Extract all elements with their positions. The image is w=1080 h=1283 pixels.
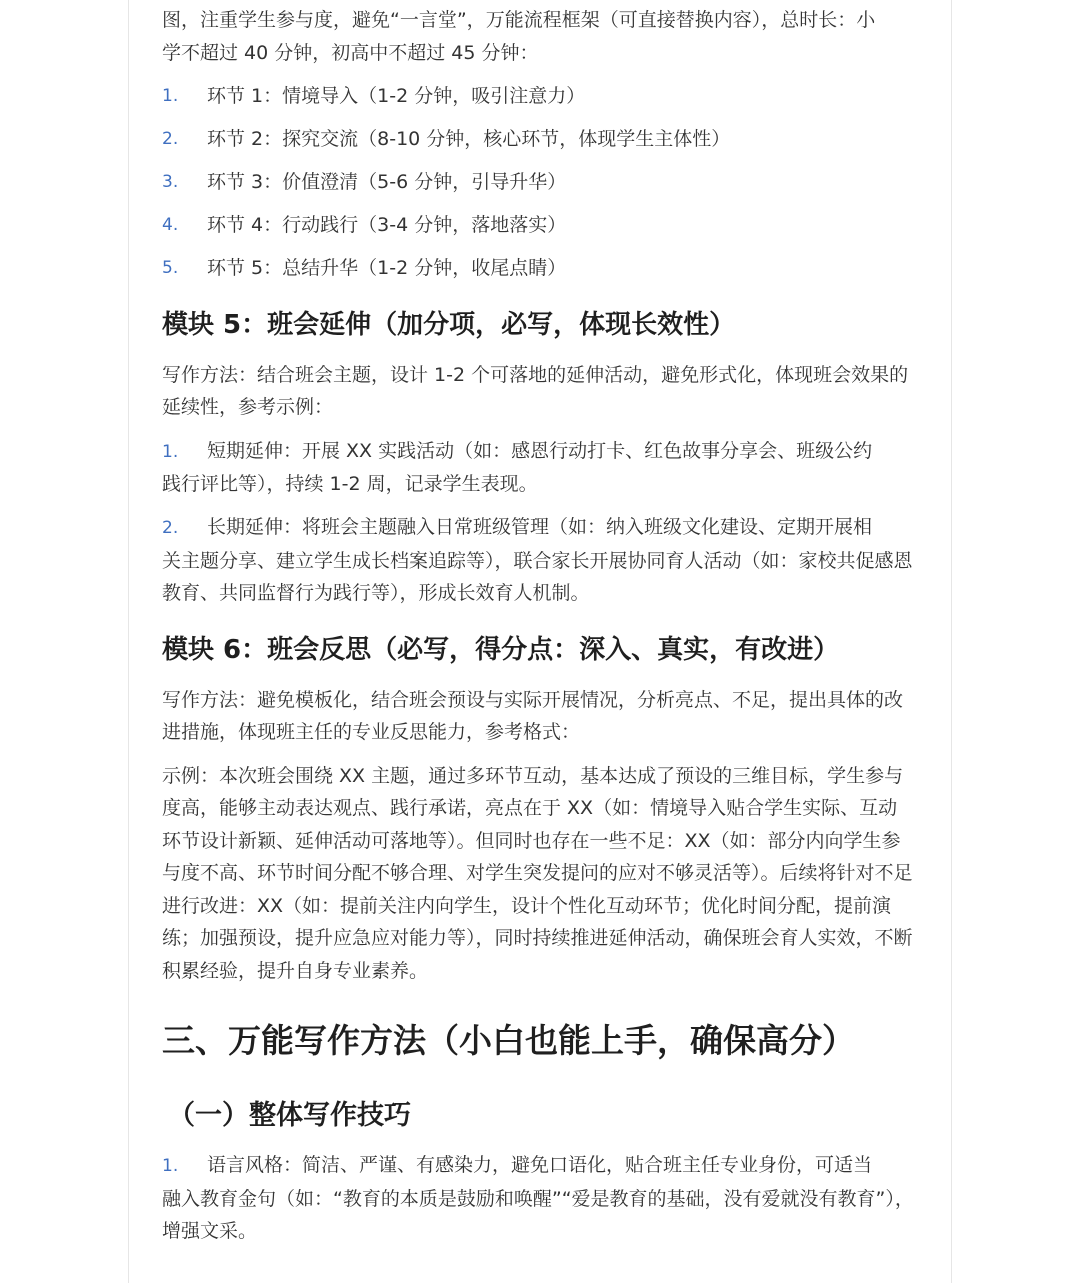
section3-heading: 三、万能写作方法（小白也能上手，确保高分） <box>162 1021 855 1060</box>
list-text: 环节 2：探究交流（8-10 分钟，核心环节，体现学生主体性） <box>207 128 731 150</box>
list-item <box>162 80 914 113</box>
list-number: 4. <box>162 215 179 235</box>
list-text-lead: 短期延伸：开展 XX 实践活动（如：感恩行动打卡、红色故事分享会、班级公约 <box>207 439 873 462</box>
list-number: 5. <box>162 258 179 278</box>
list-text-rest: 关主题分享、建立学生成长档案追踪等），联合家长开展协同育人活动（如：家校共促感恩教育、共同监督行为践行等），形成长效育人机制。 <box>162 549 913 604</box>
module6-example: 示例：本次班会围绕 XX 主题，通过多环节互动，基本达成了预设的三维目标，学生参与度高，能够主动表达观点、践行承诺，亮点在于 XX（如：情境导入贴合学生实际、互动环节设计新颖、延伸活动可落地等）。但同时也存在一些不足：XX（如：部分内向学生参与度不高、环节时间分配不够合理、对学生突发提问的应对不够灵活等）。后续将针对不足进行改进：XX（如：提前关注内向学生，设计个性化互动环节；优化时间分配，提前演练；加强预设，提升应急应对能力等），同时持续推进延伸活动，确保班会育人实效，不断积累经验，提升自身专业素养。 <box>162 764 913 982</box>
list-number: 3. <box>162 172 179 192</box>
module5-method: 写作方法：结合班会主题，设计 1-2 个可落地的延伸活动，避免形式化，体现班会效果的延续性，参考示例： <box>162 363 909 418</box>
list-item <box>162 1149 914 1248</box>
page-right-edge <box>951 0 952 1283</box>
module6-method: 写作方法：避免模板化，结合班会预设与实际开展情况，分析亮点、不足，提出具体的改进措施，体现班主任的专业反思能力，参考格式： <box>162 688 904 743</box>
list-number: 1. <box>162 1156 179 1176</box>
list-item <box>162 209 914 242</box>
process-steps-list <box>162 80 914 285</box>
list-item <box>162 252 914 285</box>
list-text: 环节 4：行动践行（3-4 分钟，落地落实） <box>207 214 567 236</box>
list-item <box>162 166 914 199</box>
list-item <box>162 435 914 501</box>
list-text-rest: 融入教育金句（如：“教育的本质是鼓励和唤醒”“爱是教育的基础，没有爱就没有教育”），增强文采。 <box>162 1187 914 1242</box>
document-page <box>162 4 914 1258</box>
module6-heading: 模块 6：班会反思（必写，得分点：深入、真实，有改进） <box>162 634 840 665</box>
list-text-lead: 语言风格：简洁、严谨、有感染力，避免口语化，贴合班主任专业身份，可适当 <box>207 1154 873 1176</box>
module5-heading: 模块 5：班会延伸（加分项，必写，体现长效性） <box>162 309 736 340</box>
section3-subheading: （一）整体写作技巧 <box>168 1100 411 1131</box>
list-item <box>162 511 914 610</box>
list-text-rest: 践行评比等），持续 1-2 周，记录学生表现。 <box>162 473 538 495</box>
list-number: 1. <box>162 441 179 462</box>
list-text: 环节 1：情境导入（1-2 分钟，吸引注意力） <box>207 85 586 107</box>
list-number: 2. <box>162 518 179 538</box>
intro-paragraph <box>162 4 914 69</box>
list-text: 环节 5：总结升华（1-2 分钟，收尾点睛） <box>207 257 567 279</box>
intro-line-1: 图，注重学生参与度，避免“一言堂”，万能流程框架（可直接替换内容），总时长：小 <box>162 9 876 31</box>
intro-line-2: 学不超过 40 分钟，初高中不超过 45 分钟： <box>162 41 539 64</box>
list-number: 1. <box>162 86 179 106</box>
list-item <box>162 123 914 156</box>
list-number: 2. <box>162 129 179 149</box>
list-text: 环节 3：价值澄清（5-6 分钟，引导升华） <box>207 171 567 193</box>
page-left-edge <box>128 0 129 1283</box>
list-text-lead: 长期延伸：将班会主题融入日常班级管理（如：纳入班级文化建设、定期开展相 <box>207 516 873 538</box>
